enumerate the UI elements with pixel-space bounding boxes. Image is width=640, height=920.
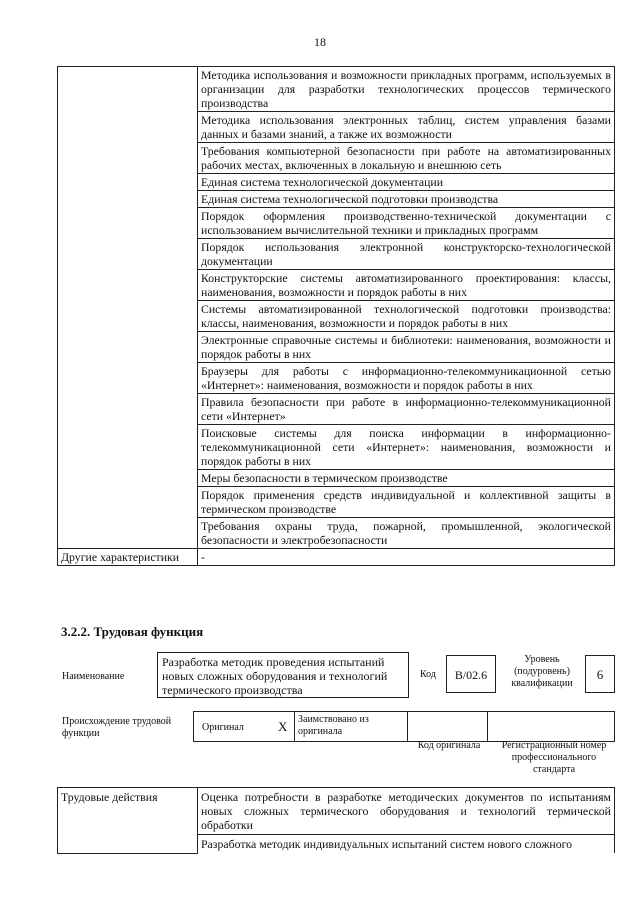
requirement-item: Электронные справочные системы и библиотеки: наименования, возможности и порядок работы в них xyxy=(198,332,615,363)
label-cell-empty xyxy=(58,67,198,549)
other-characteristics-label: Другие характеристики xyxy=(58,549,198,566)
level-value-box: 6 xyxy=(585,655,615,693)
table-row xyxy=(58,549,615,566)
original-label: Оригинал xyxy=(202,722,244,733)
requirement-item: Поисковые системы для поиска информации в информационно-телекоммуникационной сети «Интернет»: наименования, возможности и порядок работы в них xyxy=(198,425,615,470)
borrowed-label: Заимствовано из оригинала xyxy=(298,714,369,737)
section-heading: 3.2.2. Трудовая функция xyxy=(61,624,204,639)
requirement-item: Системы автоматизированной технологической подготовки производства: классы, наименования, возможности и порядок работы в них xyxy=(198,301,615,332)
original-mark: X xyxy=(278,719,288,734)
requirement-item: Порядок оформления производственно-технической документации с использованием вычислительной техники и прикладных программ xyxy=(198,208,615,239)
labor-actions-table xyxy=(57,787,615,854)
requirement-item: Порядок использования электронной конструкторско-технологической документации xyxy=(198,239,615,270)
requirements-table xyxy=(57,66,615,566)
requirement-item: Меры безопасности в термическом производстве xyxy=(198,470,615,487)
level-label: Уровень (подуровень) квалификации xyxy=(511,654,573,689)
requirement-item: Единая система технологической подготовки производства xyxy=(198,191,615,208)
code-value-box: B/02.6 xyxy=(446,655,496,693)
requirement-item: Правила безопасности при работе в информационно-телекоммуникационной сети «Интернет» xyxy=(198,394,615,425)
original-cell xyxy=(193,711,295,742)
requirement-item: Методика использования и возможности прикладных программ, используемых в организации для разработки технологических процессов термического производства xyxy=(198,67,615,112)
reg-number-cell xyxy=(487,711,615,742)
reg-number-label: Регистрационный номер профессионального стандарта xyxy=(501,740,607,775)
labor-action-item: Разработка методик индивидуальных испытаний систем нового сложного xyxy=(198,835,615,854)
requirement-item: Требования охраны труда, пожарной, промышленной, экологической безопасности и электробезопасности xyxy=(198,518,615,549)
page-number: 18 xyxy=(314,35,326,49)
labor-actions-label: Трудовые действия xyxy=(58,788,198,854)
name-label: Наименование xyxy=(62,671,125,682)
requirement-item: Методика использования электронных таблиц, систем управления базами данных и базами знаний, а также их возможности xyxy=(198,112,615,143)
requirement-item: Единая система технологической документации xyxy=(198,174,615,191)
code-label: Код xyxy=(420,669,436,680)
requirement-item: Требования компьютерной безопасности при работе на автоматизированных рабочих местах, включенных в локальную и внешнюю сеть xyxy=(198,143,615,174)
code-original-cell xyxy=(407,711,488,742)
requirement-item: Порядок применения средств индивидуальной и коллективной защиты в термическом производстве xyxy=(198,487,615,518)
code-original-label: Код оригинала xyxy=(417,740,481,751)
function-name-box: Разработка методик проведения испытаний новых сложных оборудования и технологий термического производства xyxy=(157,652,409,698)
origin-label: Происхождение трудовой функции xyxy=(62,716,172,739)
requirement-item: Браузеры для работы с информационно-телекоммуникационной сетью «Интернет»: наименования, возможности и порядок работы в них xyxy=(198,363,615,394)
requirement-item: Конструкторские системы автоматизированного проектирования: классы, наименования, возможности и порядок работы в них xyxy=(198,270,615,301)
labor-action-item: Оценка потребности в разработке методических документов по испытаниям новых сложных термического оборудования и технологий термической обработки xyxy=(198,788,615,835)
table-row xyxy=(58,788,615,835)
other-characteristics-value: - xyxy=(198,549,615,566)
table-row xyxy=(58,67,615,112)
borrowed-cell xyxy=(294,711,408,742)
